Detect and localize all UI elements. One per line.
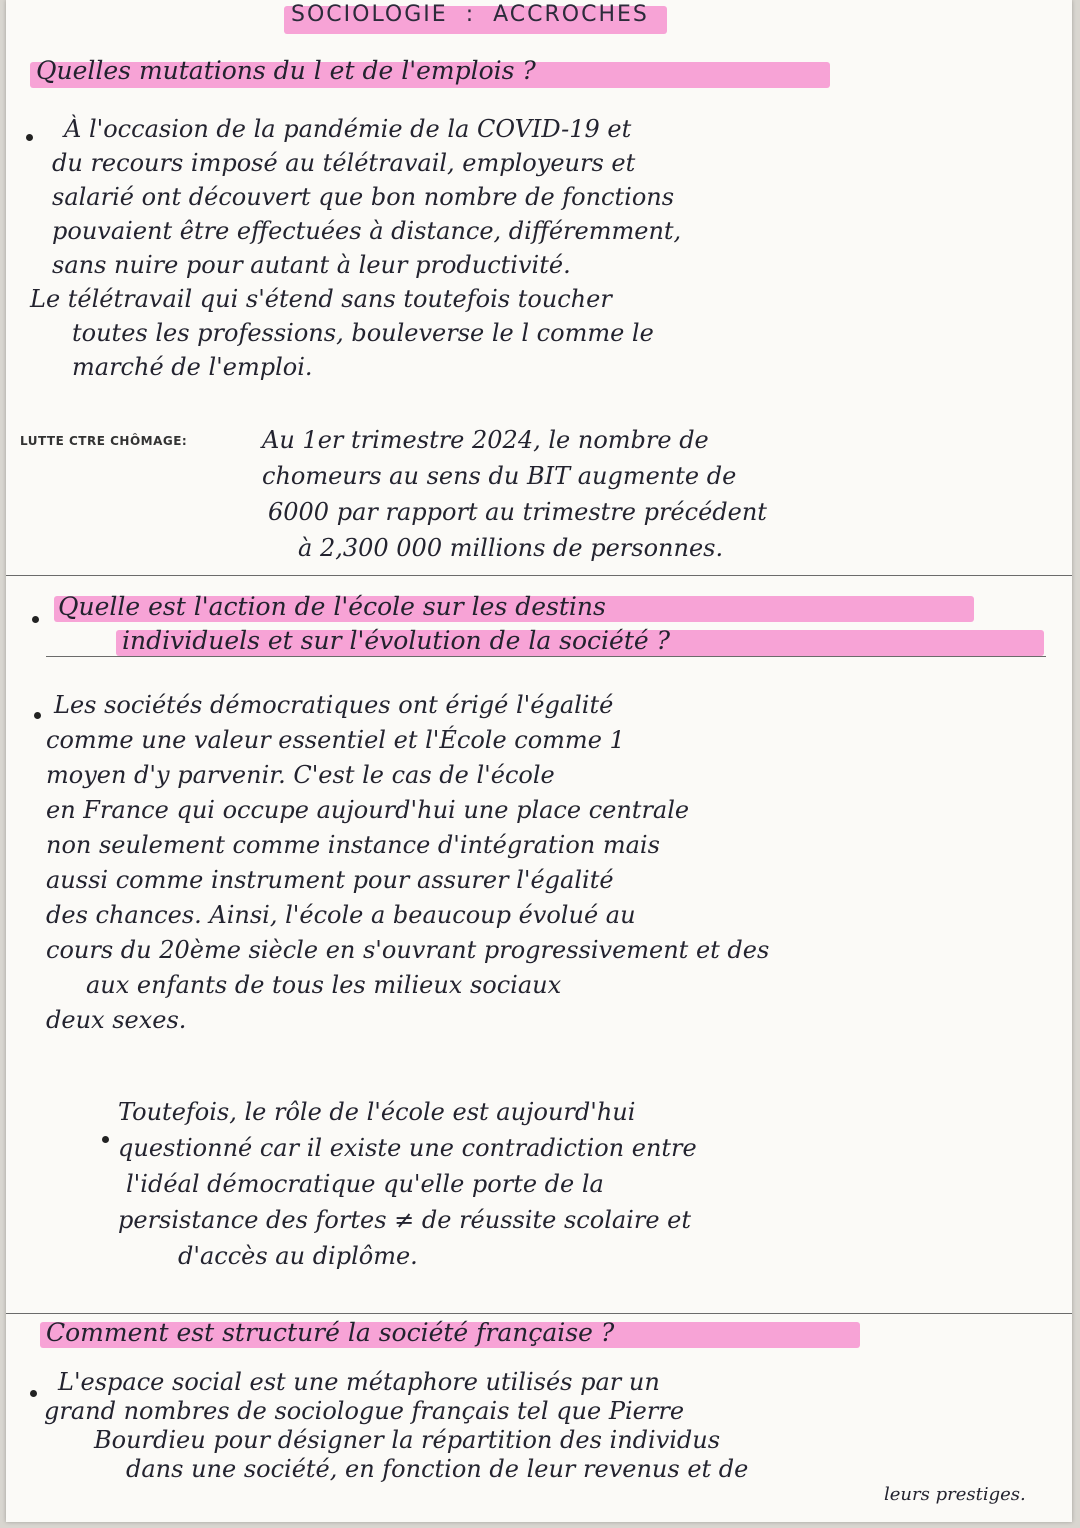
text-line: SOCIOLOGIE [291,2,448,27]
lutte-chomage-tag [20,434,187,448]
text-line: des chances. Ainsi, l'école a beaucoup évolué au [46,901,636,929]
text-line: chomeurs au sens du BIT augmente de [262,462,737,490]
text-line: comme une valeur essentiel et l'École comme 1 [46,726,625,754]
text-line: LUTTE CTRE CHÔMAGE: [20,434,188,448]
section-3-paragraph [44,1368,1026,1506]
text-line: grand nombres de sociologue français tel que Pierre [44,1397,685,1425]
notebook-page [6,0,1072,1522]
text-line: persistance des fortes ≠ de réussite scolaire et [118,1206,692,1234]
text-line: deux sexes. [46,1006,187,1034]
question-3: Comment est structuré la société française ? [46,1318,615,1347]
text-line: en France qui occupe aujourd'hui une place centrale [46,796,690,824]
text-line: aussi comme instrument pour assurer l'égalité [46,866,614,894]
text-line: toutes les professions, bouleverse le l comme le [72,319,654,347]
text-line: 6000 par rapport au trimestre précédent [268,498,767,526]
text-line: Toutefois, le rôle de l'école est aujourd'hui [118,1098,636,1126]
text-line: aux enfants de tous les milieux sociaux [86,971,562,999]
question-2-line-2: individuels et sur l'évolution de la société ? [122,626,671,655]
section-1-paragraph [30,112,682,384]
bullet-5 [30,1390,37,1397]
divider-1 [6,575,1072,576]
bullet-3 [34,712,41,719]
bullet-4 [102,1136,109,1143]
divider-2 [6,1313,1072,1314]
bullet-1 [26,134,33,141]
text-line: ACCROCHES [493,2,649,27]
text-line: à 2,300 000 millions de personnes. [298,534,724,562]
text-line: À l'occasion de la pandémie de la COVID-19 et [64,115,632,143]
question-2-underline [46,656,1046,657]
text-line: salarié ont découvert que bon nombre de fonctions [52,183,675,211]
question-1: Quelles mutations du l et de l'emplois ? [36,56,536,85]
page-title [291,2,649,27]
text-line: L'espace social est une métaphore utilisés par un [58,1368,660,1396]
text-line: leurs prestiges. [884,1484,1026,1505]
text-line: du recours imposé au télétravail, employeurs et [52,149,636,177]
text-line: d'accès au diplôme. [178,1242,418,1270]
text-line: non seulement comme instance d'intégration mais [46,831,660,859]
section-2-paragraph [46,688,769,1038]
section-2-paragraph-2 [118,1094,697,1274]
text-line: l'idéal démocratique qu'elle porte de la [126,1170,604,1198]
bullet-2 [32,616,39,623]
text-line: Les sociétés démocratiques ont érigé l'égalité [54,691,614,719]
text-line: questionné car il existe une contradiction entre [118,1134,697,1162]
text-line: Bourdieu pour désigner la répartition des individus [94,1426,721,1454]
text-line: pouvaient être effectuées à distance, différemment, [52,217,682,245]
text-line: sans nuire pour autant à leur productivité. [52,251,571,279]
text-line: marché de l'emploi. [72,353,313,381]
chomage-paragraph [262,422,767,566]
text-line: cours du 20ème siècle en s'ouvrant progressivement et des [46,936,770,964]
text-line: dans une société, en fonction de leur revenus et de [126,1455,749,1483]
text-line: moyen d'y parvenir. C'est le cas de l'école [46,761,555,789]
question-2-line-1: Quelle est l'action de l'école sur les destins [58,592,606,621]
text-line: Le télétravail qui s'étend sans toutefois toucher [30,285,612,313]
text-line: : [465,2,476,27]
text-line: Au 1er trimestre 2024, le nombre de [262,426,709,454]
